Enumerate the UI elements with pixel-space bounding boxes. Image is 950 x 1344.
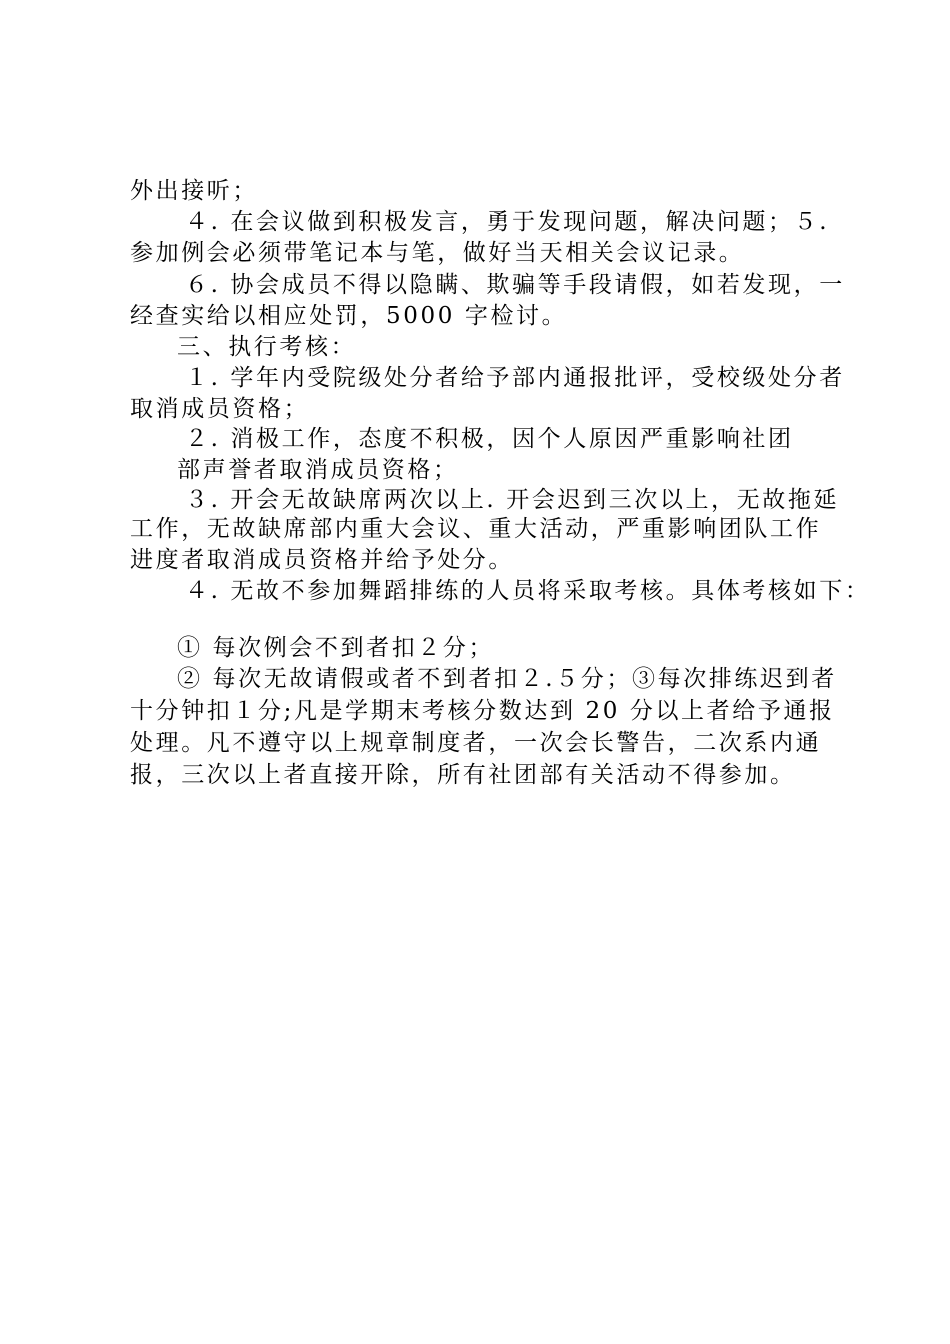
text-line: ４. 在会议做到积极发言，勇于发现问题，解决问题；５. xyxy=(185,209,830,235)
text-line: 外出接听； xyxy=(130,178,258,204)
text-line: 经查实给以相应处罚，5000 字检讨。 xyxy=(130,303,568,329)
text-line: 参加例会必须带笔记本与笔，做好当天相关会议记录。 xyxy=(130,240,745,266)
text-line: 部声誉者取消成员资格； xyxy=(177,457,459,483)
text-line: 取消成员资格； xyxy=(130,396,310,422)
text-line: 报，三次以上者直接开除，所有社团部有关活动不得参加。 xyxy=(130,762,796,788)
list-item: ① 每次例会不到者扣２分； xyxy=(177,635,495,661)
text-line: ４. 无故不参加舞蹈排练的人员将采取考核。具体考核如下： xyxy=(185,578,871,604)
text-line: 工作，无故缺席部内重大会议、重大活动，严重影响团队工作 xyxy=(130,516,822,542)
list-item: ② 每次无故请假或者不到者扣２.５分；③每次排练迟到者 xyxy=(177,666,837,692)
text-line: ３. 开会无故缺席两次以上. 开会迟到三次以上，无故拖延 xyxy=(185,487,840,513)
text-line: 处理。凡不遵守以上规章制度者，一次会长警告，二次系内通 xyxy=(130,730,822,756)
section-heading: 三、执行考核： xyxy=(177,334,357,360)
text-line: １. 学年内受院级处分者给予部内通报批评，受校级处分者 xyxy=(185,365,845,391)
text-line: ２. 消极工作，态度不积极，因个人原因严重影响社团 xyxy=(185,426,794,452)
text-line: 进度者取消成员资格并给予处分。 xyxy=(130,547,514,573)
text-line: 十分钟扣１分;凡是学期末考核分数达到 20 分以上者给予通报 xyxy=(130,698,835,724)
text-line: ６. 协会成员不得以隐瞒、欺骗等手段请假，如若发现，一 xyxy=(185,272,845,298)
